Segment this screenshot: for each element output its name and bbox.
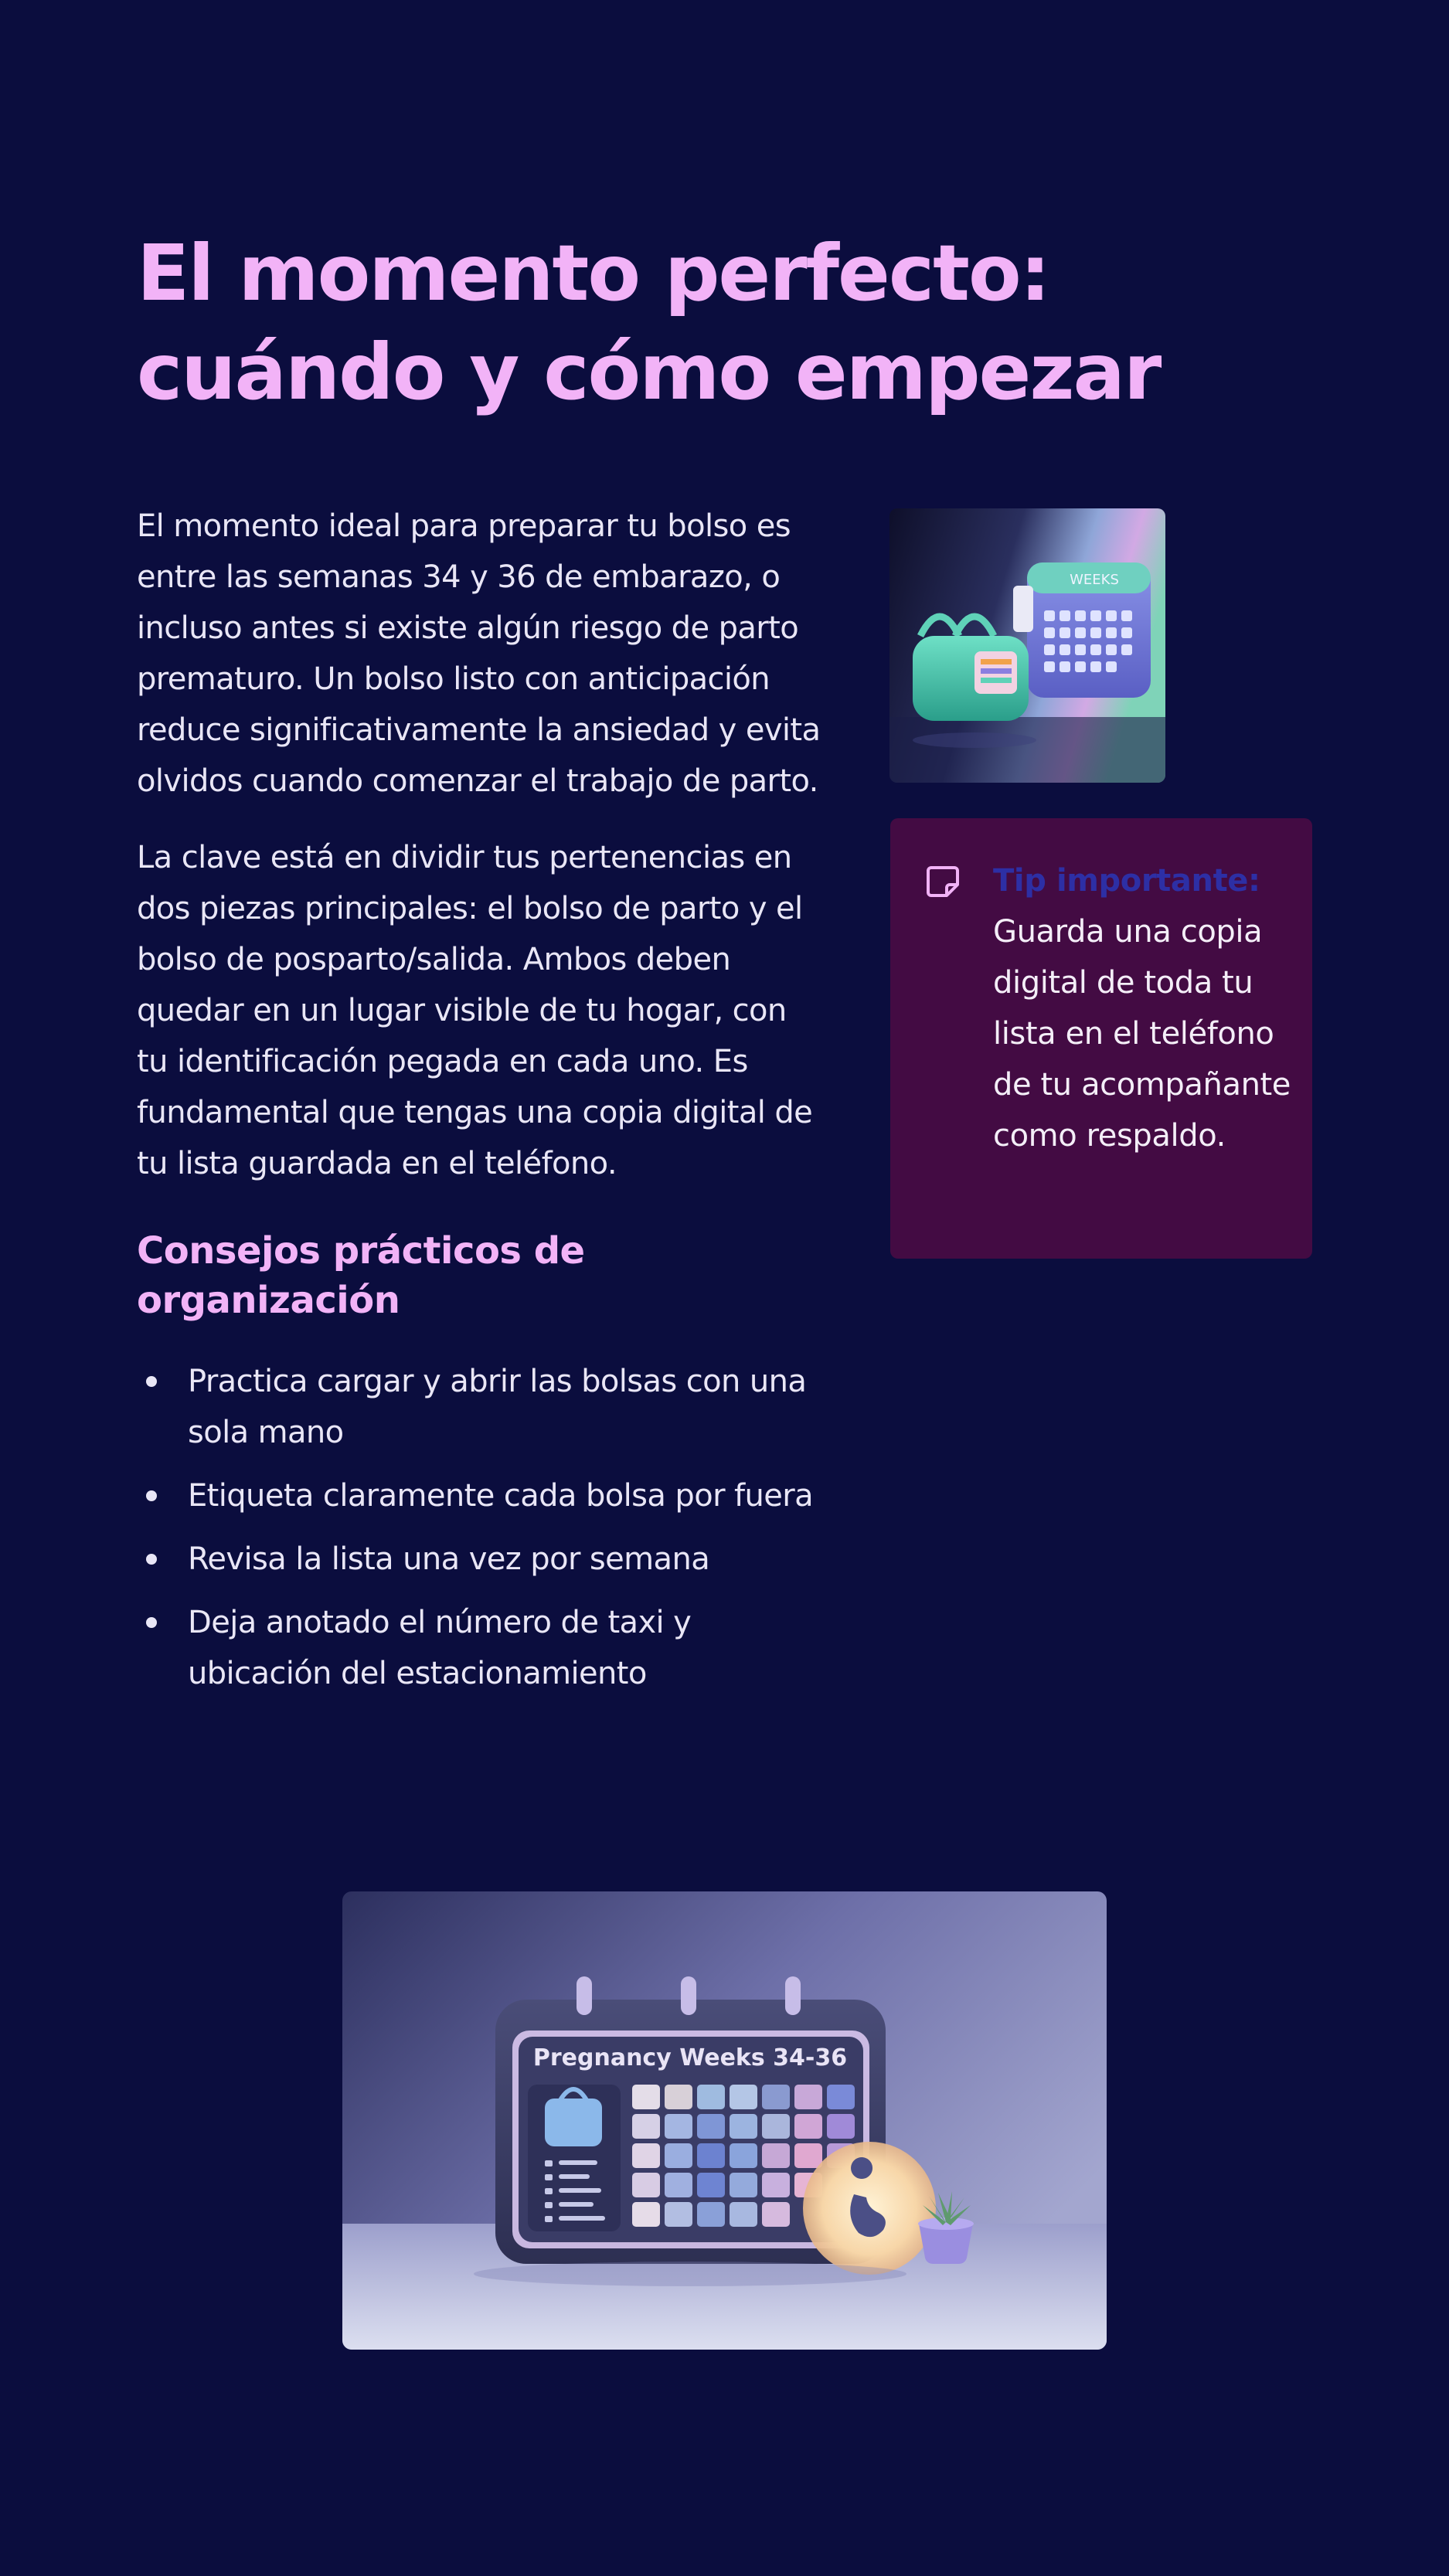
tips-list (137, 1356, 825, 1699)
callout-text (993, 855, 1294, 1161)
bullet-icon (146, 1490, 157, 1501)
list-item (137, 1356, 825, 1458)
pregnancy-calendar-illustration (342, 1891, 1107, 2350)
page-title: El momento perfecto: cuándo y cómo empezar (137, 228, 1161, 417)
thumb-calendar-label: WEEKS (1070, 572, 1119, 588)
bullet-icon (146, 1617, 157, 1628)
bullet-icon (146, 1554, 157, 1565)
bullet-icon (146, 1376, 157, 1387)
list-item-text: Practica cargar y abrir las bolsas con una sola mano (188, 1364, 807, 1450)
bag-calendar-illustration (889, 508, 1165, 783)
callout-body: Guarda una copia digital de toda tu lista en el teléfono de tu acompañante como respaldo. (993, 914, 1291, 1154)
list-item (137, 1470, 825, 1521)
hero-calendar-label: Pregnancy Weeks 34-36 (532, 2044, 848, 2071)
section-subheading: Consejos prácticos de organización (137, 1229, 585, 1322)
callout-label: Tip importante: (993, 863, 1260, 899)
list-item-text: Etiqueta claramente cada bolsa por fuera (188, 1478, 814, 1514)
note-icon (925, 863, 961, 899)
list-item (137, 1597, 825, 1699)
list-item (137, 1534, 825, 1585)
tip-callout (890, 818, 1312, 1259)
body-paragraph: La clave está en dividir tus pertenencias en dos piezas principales: el bolso de parto y el bolso de posparto/salida. Ambos deben quedar en un lugar visible de tu hogar, con tu identificación pegada en cada uno. Es fundamental que tengas una copia digital de tu lista guardada en el teléfono. (137, 840, 813, 1181)
intro-paragraph: El momento ideal para preparar tu bolso es entre las semanas 34 y 36 de embarazo, o incluso antes si existe algún riesgo de parto prematuro. Un bolso listo con anticipación reduce significativamente la ansiedad y evita olvidos cuando comenzar el trabajo de parto. (137, 508, 821, 799)
list-item-text: Revisa la lista una vez por semana (188, 1541, 710, 1577)
list-item-text: Deja anotado el número de taxi y ubicación del estacionamiento (188, 1605, 692, 1691)
main-content (137, 501, 825, 1711)
